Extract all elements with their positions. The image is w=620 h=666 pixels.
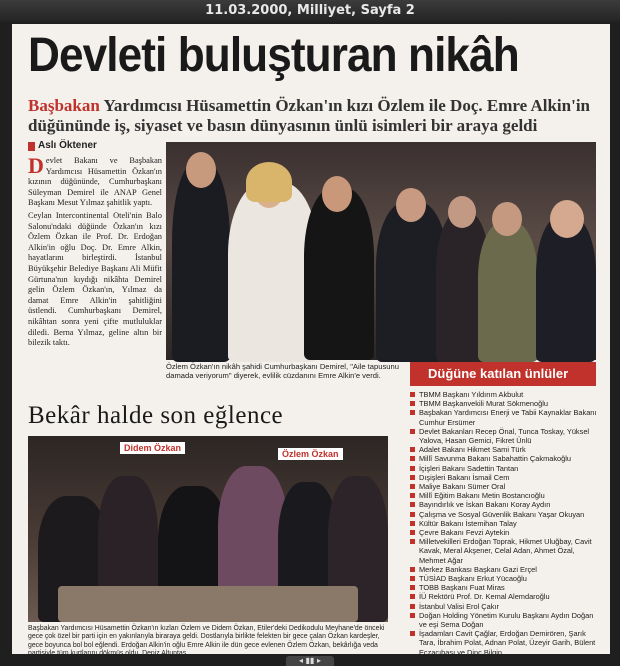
party-photo: [28, 436, 388, 622]
guest-list-item: Bayındırlık ve İskan Bakanı Koray Aydın: [410, 500, 600, 509]
top-photo-caption: Özlem Özkan'ın nikâh şahidi Cumhurbaşkanı Demirel, "Aile tapusunu damada veriyorum" diyerek, evlilik cüzdanını Emre Alkin'e verdi.: [166, 362, 399, 381]
page-title: 11.03.2000, Milliyet, Sayfa 2: [205, 3, 415, 18]
guest-list-item: İÜ Rektörü Prof. Dr. Kemal Alemdaroğlu: [410, 592, 600, 601]
section-title: Bekâr halde son eğlence: [28, 402, 284, 429]
bottom-photo-caption: Başbakan Yardımcısı Hüsamettin Özkan'ın kızları Özlem ve Didem Özkan, Etiler'deki Dedikodulu Meyhane'de önceki gece çok özel bir parti için en yakınlarıyla biraraya geldi. Dostlarıyla birlikte felekten bir gece çalan Özkan kardeşler, gece boyunca bol bol eğlendi. Erdoğan Alkin'in oğlu Emre Alkin ile dün gece evlenen Özlem Özkan, bekârlığa veda partisiyle tüm kurtlarını dökmüş oldu. Deniz Altuntaş: [28, 625, 385, 658]
wedding-photo: [166, 142, 596, 360]
headline: Devleti buluşturan nikâh: [28, 29, 519, 82]
byline: Aslı Öktener: [28, 140, 158, 154]
article-paragraph: Devlet Bakanı ve Başbakan Yardımcısı Hüsamettin Özkan'ın kızının düğününde, Cumhurbaşkanı Süleyman Demirel ile ANAP Genel Başkanı Mesut Yılmaz şahitlik yaptı.: [28, 153, 162, 208]
subhead-lead: Başbakan: [28, 96, 100, 115]
guest-list-item: Başbakan Yardımcısı Enerji ve Tabii Kaynaklar Bakanı Cumhur Ersümer: [410, 408, 600, 426]
article-body: [28, 153, 162, 398]
photo-tag-didem: Didem Özkan: [120, 442, 185, 454]
guest-list-item: Çevre Bakanı Fevzi Aytekin: [410, 528, 600, 537]
article-paragraph: Ceylan Intercontinental Oteli'nin Balo Salonu'ndaki düğünde Özkan'ın kızı Özlem Özkan ile Prof. Dr. Erdoğan Alkin'in oğlu Doç. Dr. Emre Alkin, hayatlarını birleştirdi. İstanbul Büyükşehir Belediye Başkanı Ali Müfit Gürtuna'nın kıydığı nikâhta Demirel gelin Özlem Özkan'ın, Yılmaz da damat Emre Alkin'in şahitliğini üstlendi. Cumhurbaşkanı Demirel, nikâhtan sonra yeni çifte mutluluklar diledi. Berna Yılmaz, geline altın bir bilezik taktı.: [28, 210, 162, 348]
guest-list-header: Düğüne katılan ünlüler: [410, 362, 596, 386]
photo-tag-ozlem: Özlem Özkan: [278, 448, 343, 460]
guest-list-item: TÜSİAD Başkanı Erkut Yücaoğlu: [410, 574, 600, 583]
drop-cap: D: [28, 153, 44, 178]
guest-list-item: Dışişleri Bakanı İsmail Cem: [410, 473, 600, 482]
guest-list-item: Devlet Bakanları Recep Önal, Tunca Toskay, Yüksel Yalova, Hasan Gemici, Fikret Ünlü: [410, 427, 600, 445]
guest-list-item: TBMM Başkanvekili Murat Sökmenoğlu: [410, 399, 600, 408]
page-title-bar: [0, 0, 620, 22]
guest-list-item: İşadamları Cavit Çağlar, Erdoğan Demirören, Şarık Tara, İbrahim Polat, Adnan Polat, Üzeyir Garih, Bülent Eczacıbaşı ve Dinç Bilgin: [410, 629, 600, 657]
guest-list-item: İstanbul Valisi Erol Çakır: [410, 602, 600, 611]
guest-list-item: Kültür Bakanı İstemihan Talay: [410, 519, 600, 528]
guest-list-item: Millî Savunma Bakanı Sabahattin Çakmakoğlu: [410, 454, 600, 463]
guest-list-item: Doğan Holding Yönetim Kurulu Başkanı Aydın Doğan ve eşi Sema Doğan: [410, 611, 600, 629]
subheadline: [28, 96, 598, 136]
guest-list-item: İçişleri Bakanı Sadettin Tantan: [410, 464, 600, 473]
guest-list-item: Adalet Bakanı Hikmet Sami Türk: [410, 445, 600, 454]
guest-list-item: Milletvekilleri Erdoğan Toprak, Hikmet Uluğbay, Cavit Kavak, Meral Akşener, Celal Adan, Ahmet Özal, Mehmet Ağar: [410, 537, 600, 565]
guest-list-item: TBMM Başkanı Yıldırım Akbulut: [410, 390, 600, 399]
guest-list-item: Merkez Bankası Başkanı Gazi Erçel: [410, 565, 600, 574]
guest-list-item: Çalışma ve Sosyal Güvenlik Bakanı Yaşar Okuyan: [410, 510, 600, 519]
guest-list: [410, 390, 600, 657]
page-navigation-control[interactable]: ◂ ▮▮ ▸: [286, 656, 334, 666]
subhead-text: Yardımcısı Hüsamettin Özkan'ın kızı Özlem ile Doç. Emre Alkin'in düğününde iş, siyaset ve basın dünyasının ünlü isimleri bir araya geldi: [28, 96, 590, 135]
guest-list-item: TOBB Başkanı Fuat Miras: [410, 583, 600, 592]
newspaper-page: [12, 24, 610, 658]
guest-list-item: Millî Eğitim Bakanı Metin Bostancıoğlu: [410, 491, 600, 500]
guest-list-item: Maliye Bakanı Sümer Oral: [410, 482, 600, 491]
